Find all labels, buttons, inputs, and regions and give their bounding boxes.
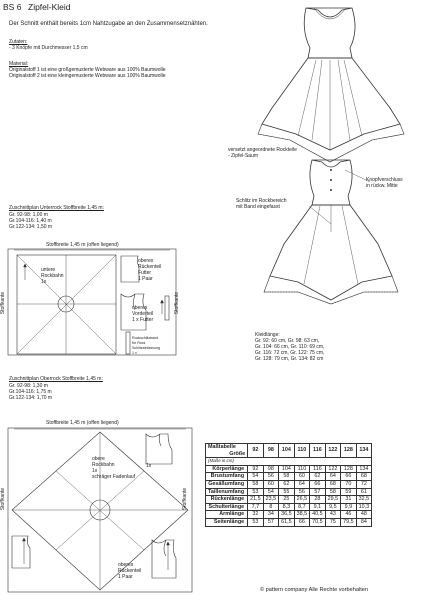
table-row [206, 518, 372, 526]
oberrock-p3-line-1: oberes [118, 562, 134, 568]
table-cell: 21,5 [248, 496, 264, 504]
table-cell: 7,7 [248, 503, 264, 511]
mass-size-128: 128 [341, 444, 357, 458]
unterrock-p2-line-3: Futter [138, 270, 152, 276]
unterrock-p2-line-2: Rückenteil [138, 264, 162, 270]
table-cell: 66 [310, 480, 326, 488]
table-cell: 64 [294, 480, 310, 488]
mass-table-unit-row [206, 458, 372, 466]
mass-table-body [206, 465, 372, 526]
mass-size-122: 122 [325, 444, 341, 458]
mass-size-98: 98 [263, 444, 279, 458]
row-label: Armlänge [206, 511, 248, 519]
table-cell: 61 [356, 488, 372, 496]
unterrock-p3-line-2: Vorderteil [132, 311, 154, 317]
oberrock-heading: Zuschnittplan Oberrock Stoffbreite 1,45 m: [9, 376, 103, 382]
row-label: Taillenumfang [206, 488, 248, 496]
schlitz-annotation-1: Schlitz im Rockbereich [236, 198, 287, 204]
table-cell: 8,7 [294, 503, 310, 511]
table-cell: 92 [248, 465, 264, 473]
table-cell: 9,5 [325, 503, 341, 511]
oberrock-p3-line-2: Rückenteil [118, 568, 142, 574]
table-cell: 134 [356, 465, 372, 473]
unterrock-p3-line-1: oberes [132, 305, 148, 311]
table-cell: 32 [248, 511, 264, 519]
row-label: Rückenlänge [206, 496, 248, 504]
oberrock-line-2: Gr.104-116: 1,75 m [9, 389, 52, 395]
table-cell: 59 [341, 488, 357, 496]
unterrock-p4-line-3: Schlitzeinfassung [132, 346, 160, 350]
unterrock-p1-line-1: untere [41, 267, 56, 273]
unterrock-p4-line-4: 1 x [132, 351, 137, 355]
unterrock-line-2: Gr.104-116: 1,40 m [9, 218, 52, 224]
table-cell: 66 [341, 473, 357, 481]
oberrock-p1-line-2: Rockbahn [92, 462, 115, 468]
table-cell: 26,5 [294, 496, 310, 504]
mass-size-116: 116 [310, 444, 326, 458]
oberrock-fabric-width: Stoffbreite 1,45 m (offen liegend) [46, 420, 119, 426]
table-cell: 84 [356, 518, 372, 526]
table-cell: 9,1 [310, 503, 326, 511]
table-cell: 38,5 [294, 511, 310, 519]
intro-text: Der Schnitt enthält bereits 1cm Nahtzugabe an den Zusammensetznähten. [9, 21, 208, 27]
oberrock-selvage-right: Stoffkante [182, 487, 189, 511]
row-label: Schulterlänge [206, 503, 248, 511]
kleidlaenge-line-3: Gr. 116: 72 cm, Gr. 122: 75 cm, [255, 350, 325, 356]
unterrock-line-3: Gr.122-134: 1,50 m [9, 224, 53, 230]
table-row [206, 496, 372, 504]
table-cell: 122 [325, 465, 341, 473]
table-cell: 32,5 [356, 496, 372, 504]
copyright-footer: © pattern company Alle Rechte vorbehalten [260, 587, 368, 593]
kleidlaenge-heading: Kleidlänge: [255, 332, 280, 338]
table-cell: 28 [310, 496, 326, 504]
table-cell: 10,3 [356, 503, 372, 511]
mass-table [205, 443, 372, 527]
table-cell: 9,9 [341, 503, 357, 511]
table-cell: 68 [356, 473, 372, 481]
table-row [206, 503, 372, 511]
table-cell: 64 [325, 473, 341, 481]
unterrock-heading: Zuschnittplan Unterrock Stoffbreite 1,45 m: [9, 205, 104, 211]
table-row [206, 511, 372, 519]
row-label: Gesäßumfang [206, 480, 248, 488]
mass-table-title: Maßtabelle Größe [206, 444, 248, 458]
table-cell: 36,5 [279, 511, 295, 519]
table-cell: 56 [294, 488, 310, 496]
table-cell: 79,5 [341, 518, 357, 526]
table-cell: 128 [341, 465, 357, 473]
table-cell: 62 [310, 473, 326, 481]
oberrock-p1-line-3: 1x [92, 468, 98, 474]
mass-size-134: 134 [356, 444, 372, 458]
kleidlaenge-line-1: Gr. 92: 60 cm, Gr. 98: 63 cm, [255, 338, 320, 344]
table-cell: 66 [294, 518, 310, 526]
rock-annotation: versetzt angeordnete Rockteile [228, 147, 297, 153]
table-cell: 31 [341, 496, 357, 504]
material-item-1: Originalstoff 1 ist eine großgemusterte Webware aus 100% Baumwolle [9, 67, 166, 73]
oberrock-small-piece [12, 536, 30, 568]
oberrock-p3-line-3: 1 Paar [118, 574, 133, 580]
table-cell: 72 [356, 480, 372, 488]
table-cell: 57 [263, 518, 279, 526]
table-cell: 75 [325, 518, 341, 526]
table-cell: 70 [341, 480, 357, 488]
table-cell: 116 [310, 465, 326, 473]
table-cell: 53 [248, 488, 264, 496]
table-cell: 62 [279, 480, 295, 488]
mass-size-92: 92 [248, 444, 264, 458]
row-label: Körperlänge [206, 465, 248, 473]
unterrock-p3-line-3: 1 x Futter [132, 317, 154, 323]
kleidlaenge-line-4: Gr. 128: 79 cm, Gr. 134: 82 cm [255, 356, 324, 362]
oberrock-selvage-left: Stoffkante [0, 487, 7, 511]
oberrock-back-piece [152, 540, 176, 578]
table-cell: 8 [263, 503, 279, 511]
table-row [206, 473, 372, 481]
knopf-annotation-1: Knopfverschluss [366, 177, 403, 183]
unterrock-p1-line-3: 1x [41, 279, 47, 285]
table-cell: 110 [294, 465, 310, 473]
zutaten-item: - 3 Knöpfe mit Durchmesser 1,5 cm [9, 45, 88, 51]
zutaten-heading: Zutaten: [9, 39, 28, 45]
material-heading: Material: [9, 61, 29, 67]
table-cell: 104 [279, 465, 295, 473]
table-cell: 55 [279, 488, 295, 496]
table-cell: 56 [263, 473, 279, 481]
mass-table-unit: (Maße in cm) [206, 458, 372, 466]
oberrock-front-piece [146, 434, 172, 464]
page-title: Zipfel-Kleid [28, 2, 71, 12]
unterrock-fabric-width: Stoffbreite 1,45 m (offen liegend) [46, 242, 119, 248]
oberrock-grain-arrows [23, 538, 170, 570]
table-cell: 46 [341, 511, 357, 519]
mass-table-header [206, 444, 372, 458]
unterrock-p1-line-2: Rockbahn [41, 273, 64, 279]
table-row [206, 488, 372, 496]
row-label: Brustumfang [206, 473, 248, 481]
table-cell: 68 [325, 480, 341, 488]
mass-size-110: 110 [294, 444, 310, 458]
oberrock-line-1: Gr. 92-98: 1,30 m [9, 383, 48, 389]
table-cell: 57 [310, 488, 326, 496]
oberrock-line-3: Gr.122-134: 1,70 m [9, 395, 53, 401]
table-cell: 54 [248, 473, 264, 481]
row-label: Seitenlänge [206, 518, 248, 526]
mass-size-104: 104 [279, 444, 295, 458]
unterrock-line-1: Gr. 92-98: 1,00 m [9, 212, 48, 218]
table-cell: 60 [294, 473, 310, 481]
unterrock-selvage-left: Stoffkante [0, 291, 7, 315]
table-cell: 8,3 [279, 503, 295, 511]
table-cell: 29,5 [325, 496, 341, 504]
table-cell: 58 [248, 480, 264, 488]
oberrock-p2-line-3: 1x [146, 463, 152, 469]
table-cell: 70,5 [310, 518, 326, 526]
table-cell: 58 [325, 488, 341, 496]
pattern-code: BS 6 [3, 2, 22, 12]
table-cell: 54 [263, 488, 279, 496]
table-cell: 40,5 [310, 511, 326, 519]
knopf-annotation-2: in rückw. Mitte [366, 183, 398, 189]
unterrock-p2-line-4: 1 Paar [138, 276, 153, 282]
table-cell: 98 [263, 465, 279, 473]
kleidlaenge-line-2: Gr. 104: 66 cm, Gr. 110: 69 cm, [255, 344, 325, 350]
schlitz-annotation-2: mit Band eingefasst [236, 204, 280, 210]
table-cell: 61,5 [279, 518, 295, 526]
table-cell: 43 [325, 511, 341, 519]
unterrock-selvage-right: Stoffkante [174, 291, 181, 315]
table-cell: 53 [248, 518, 264, 526]
table-cell: 25 [279, 496, 295, 504]
table-cell: 58 [279, 473, 295, 481]
unterrock-p2-line-1: oberes [138, 258, 154, 264]
table-cell: 34 [263, 511, 279, 519]
mass-table-size-label: Größe [229, 450, 246, 457]
oberrock-p1-line-4: schräger Fadenlauf [92, 474, 136, 480]
material-item-2: Originalstoff 2 ist eine kleingemusterte Webware aus 100% Baumwolle [9, 73, 166, 79]
table-cell: 23,5 [263, 496, 279, 504]
unterrock-p4-line-1: Rockschlitzband [132, 336, 159, 340]
saum-annotation: - Zipfel-Saum [228, 153, 259, 159]
table-row [206, 480, 372, 488]
table-row [206, 465, 372, 473]
oberrock-p1-line-1: obere [92, 456, 105, 462]
table-cell: 48 [356, 511, 372, 519]
unterrock-p4-line-2: für Rock [132, 341, 146, 345]
table-cell: 60 [263, 480, 279, 488]
